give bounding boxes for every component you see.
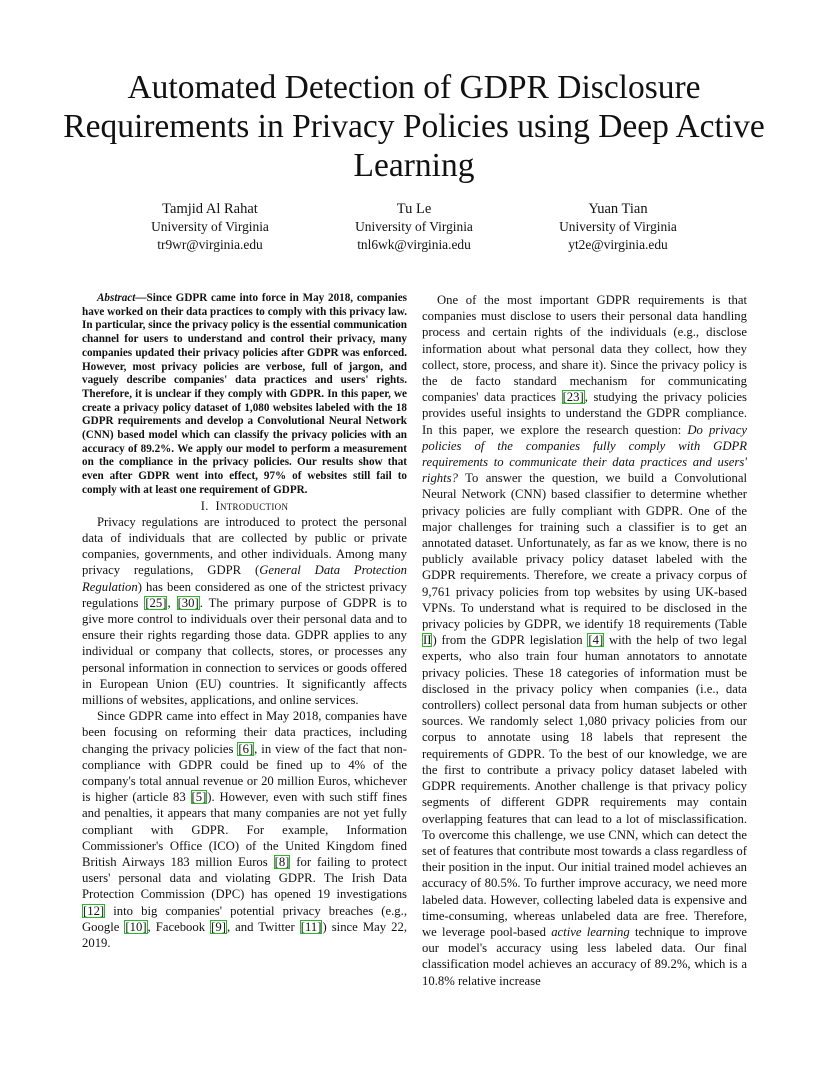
author-affiliation: University of Virginia: [355, 219, 473, 234]
text-run: Since GDPR came into effect in May 2018, companies have been focusing on reforming their data practices, including changing the privacy policies: [82, 709, 407, 756]
author-email: yt2e@virginia.edu: [568, 237, 668, 252]
text-run: ) since May 22, 2019.: [82, 919, 408, 951]
citation-link[interactable]: [10]: [125, 919, 147, 934]
intro-paragraph-2: [82, 708, 407, 951]
citation-link[interactable]: [12]: [83, 903, 105, 918]
citation-link[interactable]: [11]: [300, 919, 322, 934]
text-run: technique to improve our model's accuracy using less labeled data. Our final classification model achieves an accuracy of 89.2%, which is a 10.8% relative increase: [422, 924, 747, 988]
author-name: Yuan Tian: [588, 201, 648, 217]
intro-paragraph-3: [422, 292, 747, 989]
citation-link[interactable]: [23]: [562, 390, 584, 405]
citation-link[interactable]: [9]: [211, 919, 226, 934]
citation-link[interactable]: [4]: [588, 633, 604, 648]
section-title: Introduction: [215, 498, 289, 513]
author-email: tr9wr@virginia.edu: [157, 237, 263, 252]
author-name: Tu Le: [396, 201, 432, 217]
text-run: To answer the question, we build a Convolutional Neural Network (CNN) based classifier to determine whether privacy policies are fully compliant with GDPR. One of the major challenges for training such a classifier is to get an annotated dataset. Unfortunately, as far as we know, there is no publicly available privacy policy dataset labeled with the GDPR requirements. Therefore, we create a privacy corpus of 9,761 privacy policies from top websites by using UK-based VPNs. To understand what is required to be disclosed in the privacy policies by GDPR, we identify 18 requirements (Table: [422, 471, 747, 632]
text-run: , studying the privacy policies provides useful insights to understand the GDPR compliance. In this paper, we explore the research question:: [422, 390, 747, 437]
author-2: [314, 200, 514, 254]
section-number: I.: [200, 498, 209, 513]
text-run: ). However, even with such stiff fines and penalties, it appears that many companies are not yet fully compliant with GDPR. For example, Information Commissioner's Office (ICO) of the United Kingdom fined British Airways 183 million Euros: [82, 790, 408, 870]
text-run: , and Twitter: [226, 919, 300, 934]
author-3: [518, 200, 718, 254]
citation-link[interactable]: [25]: [145, 595, 167, 610]
author-affiliation: University of Virginia: [151, 219, 269, 234]
text-run: One of the most important GDPR requirements is that companies must disclose to users their personal data handling process and certain rights of the individuals (e.g., disclose information about what personal data they collect, how they collect, store, process, and share it). Since the privacy policy is the de facto standard mechanism for communicating companies' data practices: [422, 293, 747, 405]
citation-link[interactable]: [5]: [191, 790, 207, 805]
abstract-label: Abstract: [97, 292, 136, 304]
author-affiliation: University of Virginia: [559, 219, 677, 234]
text-run: Privacy regulations are introduced to protect the personal data of individuals that are collected by public or private companies, governments, and other individuals. Among many privacy regulations, GDPR (: [82, 514, 407, 578]
abstract: [82, 292, 407, 498]
text-run: into big companies' potential privacy breaches (e.g., Google: [82, 903, 407, 934]
abstract-text: —Since GDPR came into force in May 2018, companies have worked on their data practices to comply with this privacy law. In particular, since the privacy policy is the essential communication channel for users to understand and control their privacy, many companies updated their privacy policies after GDPR was enforced. However, most privacy policies are verbose, full of jargon, and vaguely describe companies' data practices and users' rights. Therefore, it is unclear if they comply with GDPR. In this paper, we create a privacy policy dataset of 1,080 websites labeled with the 18 GDPR requirements and develop a Convolutional Neural Network (CNN) based model which can classify the privacy policies with an accuracy of 89.2%. We apply our model to perform a measurement on the compliance in the privacy policies. Our results show that even after GDPR went into effect, 97% of websites still fail to comply with at least one requirement of GDPR.: [82, 292, 407, 496]
table-reference-link[interactable]: II: [423, 633, 432, 648]
emphasis-text: Do privacy policies of the companies fully comply with GDPR requirements to communicate their data practices and users' rights?: [422, 422, 747, 486]
intro-paragraph-1: [82, 514, 407, 708]
text-run: with the help of two legal experts, who also train four human annotators to annotate privacy policies. These 18 categories of information must be disclosed in the privacy policy when companies (i.e., data controllers) collect personal data from human subjects or other sources. We randomly select 1,080 privacy policies from our corpus to annotate using 18 labels that represent the requirements of GDPR. To the best of our knowledge, we are the first to contribute a privacy policy dataset labeled with GDPR requirements. Another challenge is that privacy policy segments of different GDPR requirements may contain overlapping features that can lead to a lot of misclassification. To overcome this challenge, we use CNN, which can detect the set of features that contribute most towards a class regardless of their position in the input. Our initial trained model achieves an accuracy of 80.5%. To further improve accuracy, we need more labeled data. However, collecting labeled data is expensive and time-consuming, whereas unlabeled data are free. Therefore, we leverage pool-based: [422, 633, 747, 939]
paper-title: Automated Detection of GDPR Disclosure Requirements in Privacy Policies using Deep Active Learning: [63, 69, 765, 184]
emphasis-text: active learning: [551, 924, 630, 939]
section-heading: [82, 498, 407, 514]
author-name: Tamjid Al Rahat: [162, 201, 258, 217]
emphasis-text: General Data Protection Regulation: [82, 563, 407, 594]
author-email: tnl6wk@virginia.edu: [357, 237, 471, 252]
citation-link[interactable]: [30]: [177, 595, 199, 610]
citation-link[interactable]: [6]: [238, 741, 254, 756]
left-column: [82, 292, 407, 951]
text-run: , Facebook: [147, 919, 211, 934]
text-run: ,: [167, 595, 177, 610]
text-run: . The primary purpose of GDPR is to give more control to individuals over their personal data and to ensure their rights regarding those data. GDPR applies to any individual or company that collects, stores, or processes any personal information in connection to services or goods offered in European Union (EU) countries. It significantly affects millions of websites, applications, and online services.: [82, 595, 407, 707]
right-column: [422, 292, 747, 989]
citation-link[interactable]: [8]: [274, 855, 290, 870]
author-1: [110, 200, 310, 254]
text-run: ) has been considered as one of the strictest privacy regulations: [82, 579, 407, 610]
text-run: for failing to protect users' personal data and violating GDPR. The Irish Data Protection Commission (DPC) has opened 19 investigations: [82, 855, 407, 902]
text-run: , in view of the fact that non-compliance with GDPR could be fined up to 4% of the company's total annual revenue or 20 million Euros, whichever is higher (article 83: [82, 741, 407, 805]
text-run: ) from the GDPR legislation: [432, 633, 588, 648]
